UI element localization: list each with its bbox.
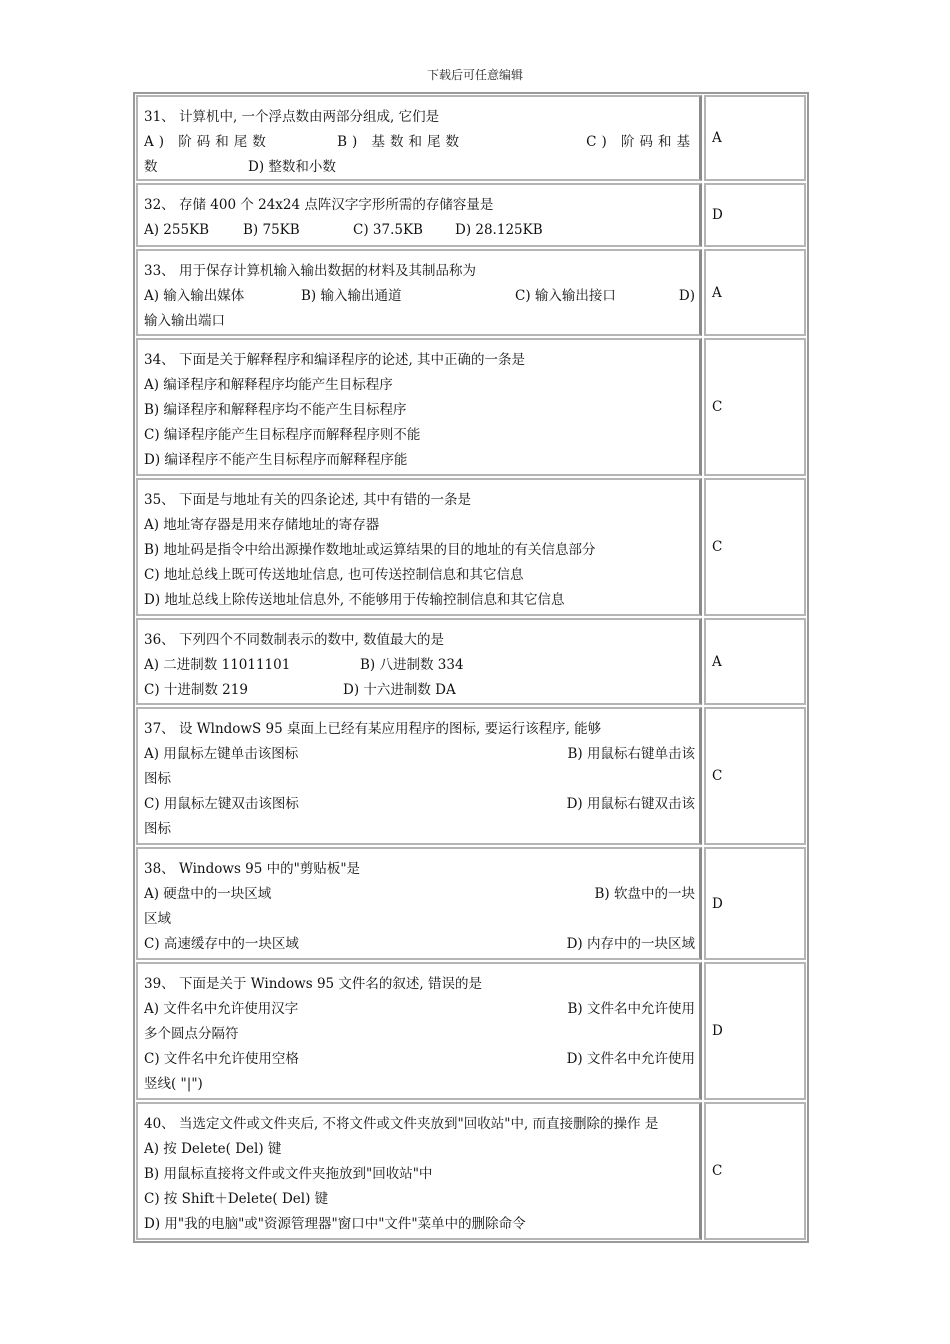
table-row (136, 1102, 806, 1240)
option-c: C) 文件名中允许使用空格 (144, 1051, 299, 1067)
option-line (144, 284, 695, 309)
question-cell (136, 338, 702, 476)
question-cell (136, 249, 702, 336)
option-d: D) 编译程序不能产生目标程序而解释程序能 (144, 452, 408, 468)
question-cell (136, 183, 702, 247)
question-cell (136, 618, 702, 705)
answer-cell: D (704, 183, 806, 247)
answer-cell: C (704, 707, 806, 845)
option-c: C) 用鼠标左键双击该图标 (144, 796, 299, 812)
option-b: B) 用鼠标直接将文件或文件夹拖放到"回收站"中 (144, 1166, 433, 1182)
option-b: B) 用鼠标右键单击该 (567, 746, 695, 762)
answer-cell: C (704, 338, 806, 476)
table-row (136, 962, 806, 1100)
option-a: A) 输入输出媒体 (144, 288, 245, 304)
option-c: C) 十进制数 219 (144, 682, 248, 698)
question-stem: 40、 当选定文件或文件夹后, 不将文件或文件夹放到"回收站"中, 而直接删除的操作 是 (144, 1116, 659, 1132)
option-b: B) 软盘中的一块 (594, 886, 695, 902)
question-stem: 36、 下列四个不同数制表示的数中, 数值最大的是 (144, 632, 445, 648)
question-cell (136, 847, 702, 960)
option-a: A) 编译程序和解释程序均能产生目标程序 (144, 377, 393, 393)
option-d: D) 内存中的一块区域 (566, 936, 695, 952)
option-b: B) 输入输出通道 (301, 288, 402, 304)
option-d: D) 用"我的电脑"或"资源管理器"窗口中"文件"菜单中的删除命令 (144, 1216, 526, 1232)
question-stem: 35、 下面是与地址有关的四条论述, 其中有错的一条是 (144, 492, 472, 508)
question-stem: 39、 下面是关于 Windows 95 文件名的叙述, 错误的是 (144, 976, 483, 992)
option-b-continued: 图标 (144, 771, 171, 787)
question-stem: 31、 计算机中, 一个浮点数由两部分组成, 它们是 (144, 109, 440, 125)
question-cell (136, 707, 702, 845)
table-row (136, 847, 806, 960)
option-c: C) 阶码和基 (586, 134, 695, 150)
option-b-continued: 多个圆点分隔符 (144, 1026, 239, 1042)
option-d: D) (678, 288, 695, 304)
table-row (136, 95, 806, 181)
table-row (136, 707, 806, 845)
option-a: A) 文件名中允许使用汉字 (144, 1001, 299, 1017)
option-line (144, 997, 695, 1022)
option-b: B) 编译程序和解释程序均不能产生目标程序 (144, 402, 407, 418)
question-stem: 37、 设 WlndowS 95 桌面上已经有某应用程序的图标, 要运行该程序, 能够 (144, 721, 602, 737)
table-row (136, 249, 806, 336)
option-d: D) 28.125KB (455, 222, 543, 238)
option-line (144, 130, 695, 155)
question-stem: 32、 存储 400 个 24x24 点阵汉字字形所需的存储容量是 (144, 197, 494, 213)
question-stem: 38、 Windows 95 中的"剪贴板"是 (144, 861, 361, 877)
question-cell (136, 962, 702, 1100)
option-d: D) 整数和小数 (248, 159, 336, 175)
option-c: C) 输入输出接口 (515, 288, 616, 304)
option-line (144, 932, 695, 957)
option-line (144, 155, 695, 180)
option-d-continued: 图标 (144, 821, 171, 837)
option-d-continued: 输入输出端口 (144, 313, 225, 329)
option-b: B) 75KB (243, 222, 300, 238)
table-row (136, 338, 806, 476)
option-a: A) 用鼠标左键单击该图标 (144, 746, 299, 762)
option-a: A) 255KB (144, 222, 210, 238)
table-row (136, 183, 806, 247)
question-stem: 33、 用于保存计算机输入输出数据的材料及其制品称为 (144, 263, 476, 279)
option-b: B) 基数和尾数 (337, 134, 465, 150)
table-row (136, 478, 806, 616)
question-stem: 34、 下面是关于解释程序和编译程序的论述, 其中正确的一条是 (144, 352, 526, 368)
option-c-continued: 数 (144, 159, 158, 175)
option-b: B) 地址码是指令中给出源操作数地址或运算结果的目的地址的有关信息部分 (144, 542, 596, 558)
question-cell (136, 1102, 702, 1240)
answer-cell: D (704, 847, 806, 960)
page-header: 下载后可任意编辑 (426, 68, 523, 82)
option-a: A) 地址寄存器是用来存储地址的寄存器 (144, 517, 380, 533)
option-c: C) 按 Shift＋Delete( Del) 键 (144, 1191, 329, 1207)
option-a: A) 按 Delete( Del) 键 (144, 1141, 282, 1157)
option-line (144, 1047, 695, 1072)
answer-cell: C (704, 478, 806, 616)
option-d-continued: 竖线( "|") (144, 1076, 203, 1092)
option-a: A) 硬盘中的一块区域 (144, 886, 272, 902)
answer-cell: A (704, 95, 806, 181)
question-cell (136, 95, 702, 181)
option-a: A) 二进制数 11011101 (144, 657, 291, 673)
option-c: C) 高速缓存中的一块区域 (144, 936, 299, 952)
answer-cell: A (704, 249, 806, 336)
answer-cell: D (704, 962, 806, 1100)
option-line (144, 742, 695, 767)
option-line (144, 653, 695, 678)
answer-cell: A (704, 618, 806, 705)
option-c: C) 地址总线上既可传送地址信息, 也可传送控制信息和其它信息 (144, 567, 524, 583)
option-c: C) 编译程序能产生目标程序而解释程序则不能 (144, 427, 421, 443)
option-line (144, 882, 695, 907)
option-line (144, 218, 695, 243)
option-b: B) 文件名中允许使用 (567, 1001, 695, 1017)
questions-table (133, 92, 809, 1243)
option-c: C) 37.5KB (353, 222, 423, 238)
option-b-continued: 区域 (144, 911, 171, 927)
option-d: D) 地址总线上除传送地址信息外, 不能够用于传输控制信息和其它信息 (144, 592, 565, 608)
question-cell (136, 478, 702, 616)
option-d: D) 用鼠标右键双击该 (566, 796, 695, 812)
option-line (144, 678, 695, 703)
option-b: B) 八进制数 334 (360, 657, 464, 673)
option-line (144, 792, 695, 817)
table-row (136, 618, 806, 705)
option-a: A) 阶码和尾数 (144, 134, 271, 150)
option-d: D) 十六进制数 DA (343, 682, 456, 698)
option-d: D) 文件名中允许使用 (566, 1051, 695, 1067)
answer-cell: C (704, 1102, 806, 1240)
